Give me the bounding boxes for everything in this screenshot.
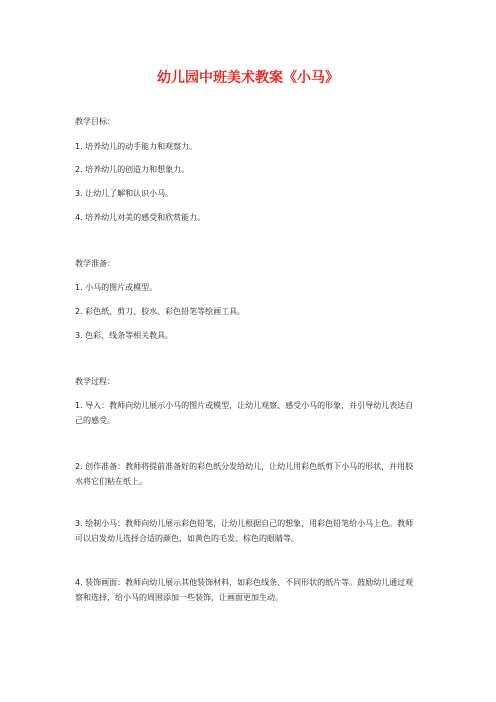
process-item-3: 3. 绘制小马：教师向幼儿展示彩色铅笔，让幼儿根据自己的想象，用彩色铅笔给小马上色。教师可以启发幼儿选择合适的颜色，如黄色的毛发、棕色的眼睛等。 [75,519,414,543]
document-title: 幼儿园中班美术教案《小马》 [157,70,339,86]
process-item-2: 2. 创作准备：教师将提前准备好的彩色纸分发给幼儿，让幼儿用彩色纸剪下小马的形状，并用胶水将它们粘在纸上。 [75,462,414,486]
process-item-1: 1. 导入：教师向幼儿展示小马的图片或模型，让幼儿观察、感受小马的形象，并引导幼儿表达自己的感受。 [75,401,414,425]
process-item-4: 4. 装饰画面：教师向幼儿展示其他装饰材料，如彩色线条、不同形状的纸片等。鼓励幼儿通过观察和选择，给小马的周围添加一些装饰，让画面更加生动。 [75,578,414,602]
preparation-item-3: 3. 色彩、线条等相关教具。 [75,331,174,340]
objective-item-3: 3. 让幼儿了解和认识小马。 [75,189,174,198]
process-heading: 教学过程： [75,377,115,386]
preparation-item-1: 1. 小马的图片或模型。 [75,283,158,292]
objective-item-4: 4. 培养幼儿对美的感受和欣赏能力。 [75,213,206,222]
objective-item-1: 1. 培养幼儿的动手能力和观察力。 [75,142,198,151]
preparation-heading: 教学准备： [75,259,115,268]
preparation-item-2: 2. 彩色纸、剪刀、胶水、彩色铅笔等绘画工具。 [75,307,246,316]
objective-item-2: 2. 培养幼儿的创造力和想象力。 [75,165,190,174]
objectives-heading: 教学目标： [75,117,115,126]
